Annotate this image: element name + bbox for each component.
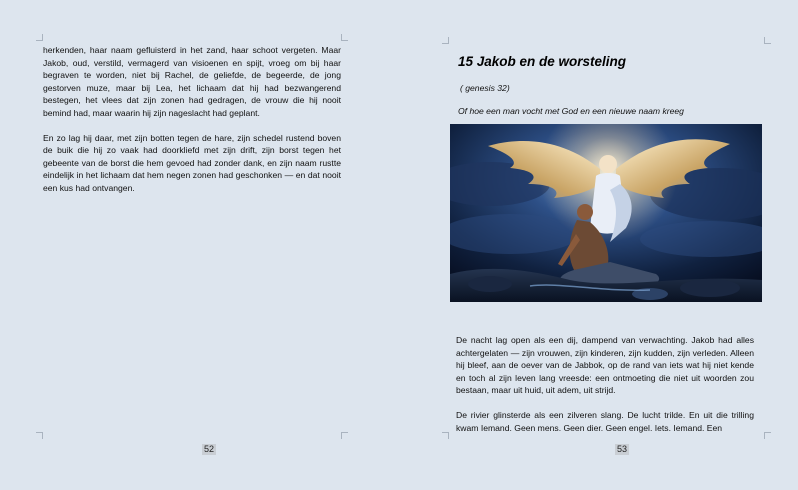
illustration-svg (450, 124, 762, 302)
scripture-reference: ( genesis 32) (460, 83, 510, 93)
crop-mark-top-right (764, 37, 771, 44)
crop-mark-bottom-right (341, 432, 348, 439)
chapter-tagline: Of hoe een man vocht met God en een nieuwe naam kreeg (458, 106, 684, 116)
right-paragraph-2: De rivier glinsterde als een zilveren slang. De lucht trilde. En uit die trilling kwam Iemand. Geen mens. Geen dier. Geen engel. Iets. Iemand. Een (456, 410, 754, 433)
jacob-head (577, 204, 593, 220)
page-number-left: 52 (204, 444, 215, 454)
right-body-text (456, 334, 754, 447)
angel-wrestling-jacob-illustration (450, 124, 762, 302)
crop-mark-bottom-right (764, 432, 771, 439)
left-body-text (43, 44, 341, 207)
crop-mark-bottom-left (442, 432, 449, 439)
crop-mark-top-left (36, 34, 43, 41)
rock (680, 279, 740, 297)
left-paragraph-2: En zo lag hij daar, met zijn botten tegen de hare, zijn schedel rustend boven de buik die hij zo vaak had doorkliefd met zijn drift, zijn borst tegen het gebeente van de borst die hem gevoed had zonder dank, en zijn naam rustte eindelijk in het lichaam dat hem negen zonen had geschonken — en dat nooit een kus had ontvangen. (43, 132, 341, 193)
chapter-title: 15 Jakob en de worsteling (458, 54, 627, 69)
left-paragraph-1: herkenden, haar naam gefluisterd in het zand, haar schoot vergeten. Maar Jakob, oud, verstild, vermagerd van visioenen en spijt, vroeg om bij haar begraven te worden, niet bij Rachel, de geliefde, de begeerde, de jong gestorven muze, maar bij Lea, het lichaam dat hij had bezwangerend bestegen, het vlees dat zijn zonen had gedragen, de vrouw die hij nooit bemind had, maar waarin hij zijn nageslacht had geplant. (43, 45, 341, 118)
crop-mark-top-right (341, 34, 348, 41)
rock (468, 276, 512, 292)
right-paragraph-1: De nacht lag open als een dij, dampend van verwachting. Jakob had alles achtergelaten — zijn vrouwen, zijn kinderen, zijn kudden, zijn verleden. Alleen hij bleef, aan de oever van de Jabbok, op de rand van iets wat hij niet kende en toch al zijn leven lang vreesde: een ontmoeting die niet uit woorden zou bestaan, maar uit huid, uit adem, uit strijd. (456, 335, 754, 395)
angel-head (599, 155, 617, 173)
crop-mark-top-left (442, 37, 449, 44)
page-number-right: 53 (617, 444, 628, 454)
crop-mark-bottom-left (36, 432, 43, 439)
